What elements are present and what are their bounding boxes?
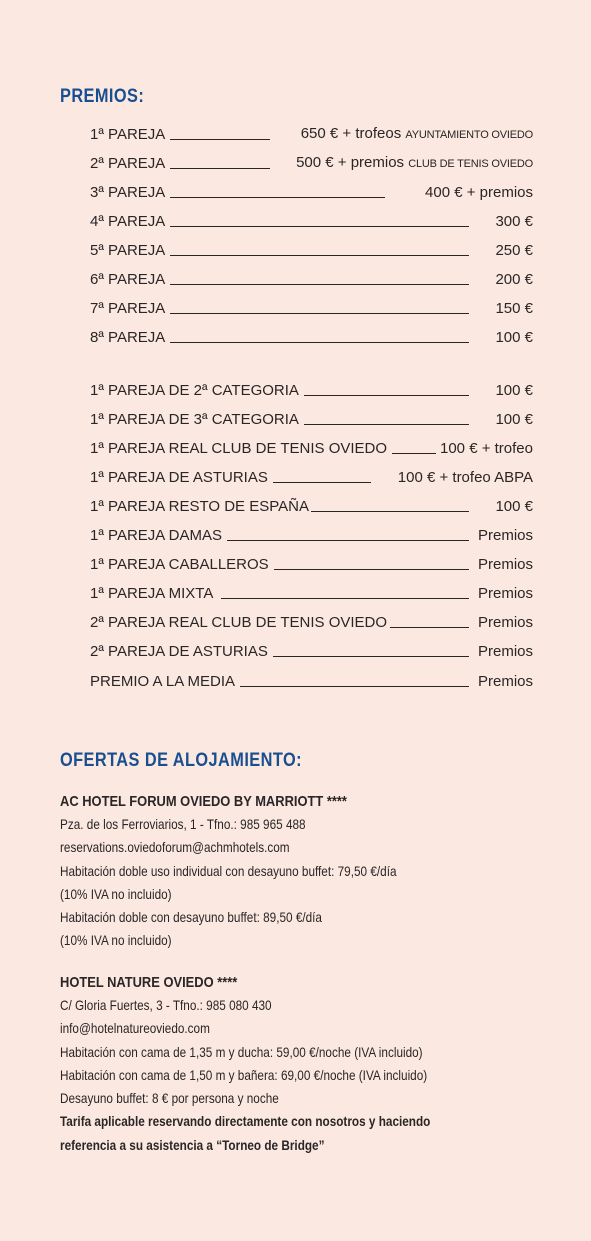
prize-row bbox=[90, 380, 533, 400]
prize-label: 1ª PAREJA MIXTA bbox=[90, 585, 214, 602]
leader-line bbox=[227, 540, 469, 541]
hotel-rate: Habitación con cama de 1,50 m y bañera: 69,00 €/noche (IVA incluido) bbox=[60, 1066, 428, 1083]
prize-value: 300 € bbox=[495, 213, 533, 230]
hotel-rate-note: (10% IVA no incluido) bbox=[60, 932, 172, 949]
prize-value: 100 € bbox=[495, 411, 533, 428]
prize-row bbox=[90, 612, 533, 632]
leader-line bbox=[274, 569, 469, 570]
prize-value: Premios bbox=[477, 643, 533, 660]
leader-line bbox=[221, 598, 469, 599]
prize-row bbox=[90, 153, 533, 173]
prize-row bbox=[90, 438, 533, 458]
leader-line bbox=[311, 511, 469, 512]
prize-value: Premios bbox=[477, 527, 533, 544]
prize-value: 200 € bbox=[495, 271, 533, 288]
prize-label: 5ª PAREJA bbox=[90, 242, 166, 259]
hotel-note: Tarifa aplicable reservando directamente con nosotros y haciendo bbox=[60, 1113, 431, 1130]
prize-label: 4ª PAREJA bbox=[90, 213, 166, 230]
prize-value: 150 € bbox=[495, 300, 533, 317]
prize-row bbox=[90, 496, 533, 516]
leader-line bbox=[170, 255, 469, 256]
prize-label: 2ª PAREJA REAL CLUB DE TENIS OVIEDO bbox=[90, 614, 388, 631]
prize-row bbox=[90, 554, 533, 574]
prize-row bbox=[90, 182, 533, 202]
prize-row bbox=[90, 583, 533, 603]
leader-line bbox=[170, 342, 469, 343]
premios-title: PREMIOS: bbox=[60, 86, 145, 107]
prize-row bbox=[90, 211, 533, 231]
prize-row bbox=[90, 525, 533, 545]
prize-label: 1ª PAREJA REAL CLUB DE TENIS OVIEDO bbox=[90, 440, 388, 457]
leader-line bbox=[273, 656, 469, 657]
hotel-breakfast: Desayuno buffet: 8 € por persona y noche bbox=[60, 1090, 279, 1107]
leader-line bbox=[390, 627, 469, 628]
leader-line bbox=[170, 139, 270, 140]
hotel-address: C/ Gloria Fuertes, 3 - Tfno.: 985 080 430 bbox=[60, 997, 272, 1013]
prize-row bbox=[90, 467, 533, 487]
leader-line bbox=[273, 482, 371, 483]
prize-row bbox=[90, 269, 533, 289]
prize-label: 2ª PAREJA bbox=[90, 155, 166, 172]
leader-line bbox=[170, 168, 270, 169]
prize-row bbox=[90, 327, 533, 347]
ofertas-title: OFERTAS DE ALOJAMIENTO: bbox=[60, 750, 302, 771]
hotel-email[interactable]: info@hotelnatureoviedo.com bbox=[60, 1020, 210, 1037]
prize-label: 1ª PAREJA RESTO DE ESPAÑA bbox=[90, 498, 309, 515]
leader-line bbox=[304, 395, 469, 396]
prize-label: 1ª PAREJA DAMAS bbox=[90, 527, 222, 544]
prize-label: 1ª PAREJA DE 2ª CATEGORIA bbox=[90, 382, 299, 399]
hotel-rate-note: (10% IVA no incluido) bbox=[60, 885, 172, 902]
hotel-card bbox=[60, 971, 540, 1157]
prize-value: 250 € bbox=[495, 242, 533, 259]
prize-row bbox=[90, 641, 533, 661]
prize-value: 100 € bbox=[495, 498, 533, 515]
hotel-rate: Habitación con cama de 1,35 m y ducha: 59,00 €/noche (IVA incluido) bbox=[60, 1043, 423, 1060]
prize-value: 650 € + trofeos AYUNTAMIENTO OVIEDO bbox=[300, 125, 533, 142]
prize-row bbox=[90, 240, 533, 260]
prize-label: 3ª PAREJA bbox=[90, 184, 166, 201]
prize-row bbox=[90, 409, 533, 429]
prize-label: 1ª PAREJA DE ASTURIAS bbox=[90, 469, 268, 486]
leader-line bbox=[240, 686, 469, 687]
prize-label: 7ª PAREJA bbox=[90, 300, 166, 317]
hotel-address: Pza. de los Ferroviarios, 1 - Tfno.: 985 965 488 bbox=[60, 816, 306, 832]
prize-value: 400 € + premios bbox=[425, 184, 533, 201]
prize-value: 100 € + trofeo bbox=[440, 440, 533, 457]
hotel-card bbox=[60, 790, 540, 953]
hotel-rate: Habitación doble con desayuno buffet: 89,50 €/día bbox=[60, 909, 322, 926]
prize-label: 6ª PAREJA bbox=[90, 271, 166, 288]
prize-value: 100 € bbox=[495, 329, 533, 346]
prize-label: 2ª PAREJA DE ASTURIAS bbox=[90, 643, 268, 660]
leader-line bbox=[170, 197, 385, 198]
prize-value: Premios bbox=[477, 673, 533, 690]
prize-row bbox=[90, 298, 533, 318]
hotel-email[interactable]: reservations.oviedoforum@achmhotels.com bbox=[60, 839, 290, 856]
prize-value: 100 € bbox=[495, 382, 533, 399]
leader-line bbox=[392, 453, 436, 454]
prize-label: 1ª PAREJA bbox=[90, 126, 166, 143]
leader-line bbox=[304, 424, 469, 425]
prize-row bbox=[90, 671, 533, 691]
prize-value: 100 € + trofeo ABPA bbox=[397, 469, 533, 486]
hotel-note: referencia a su asistencia a “Torneo de Bridge” bbox=[60, 1136, 325, 1153]
prize-label: 1ª PAREJA CABALLEROS bbox=[90, 556, 269, 573]
prize-label: 1ª PAREJA DE 3ª CATEGORIA bbox=[90, 411, 299, 428]
prize-value: Premios bbox=[477, 585, 533, 602]
hotel-name: HOTEL NATURE OVIEDO **** bbox=[60, 974, 238, 991]
leader-line bbox=[170, 226, 469, 227]
prize-row bbox=[90, 124, 533, 144]
prize-label: 8ª PAREJA bbox=[90, 329, 166, 346]
leader-line bbox=[170, 313, 469, 314]
prize-label: PREMIO A LA MEDIA bbox=[90, 673, 236, 690]
hotel-name: AC HOTEL FORUM OVIEDO BY MARRIOTT **** bbox=[60, 793, 347, 810]
leader-line bbox=[170, 284, 469, 285]
hotel-rate: Habitación doble uso individual con desayuno buffet: 79,50 €/día bbox=[60, 862, 397, 879]
prize-value: Premios bbox=[477, 556, 533, 573]
prize-value: Premios bbox=[477, 614, 533, 631]
prize-value: 500 € + premios CLUB DE TENIS OVIEDO bbox=[296, 154, 533, 171]
